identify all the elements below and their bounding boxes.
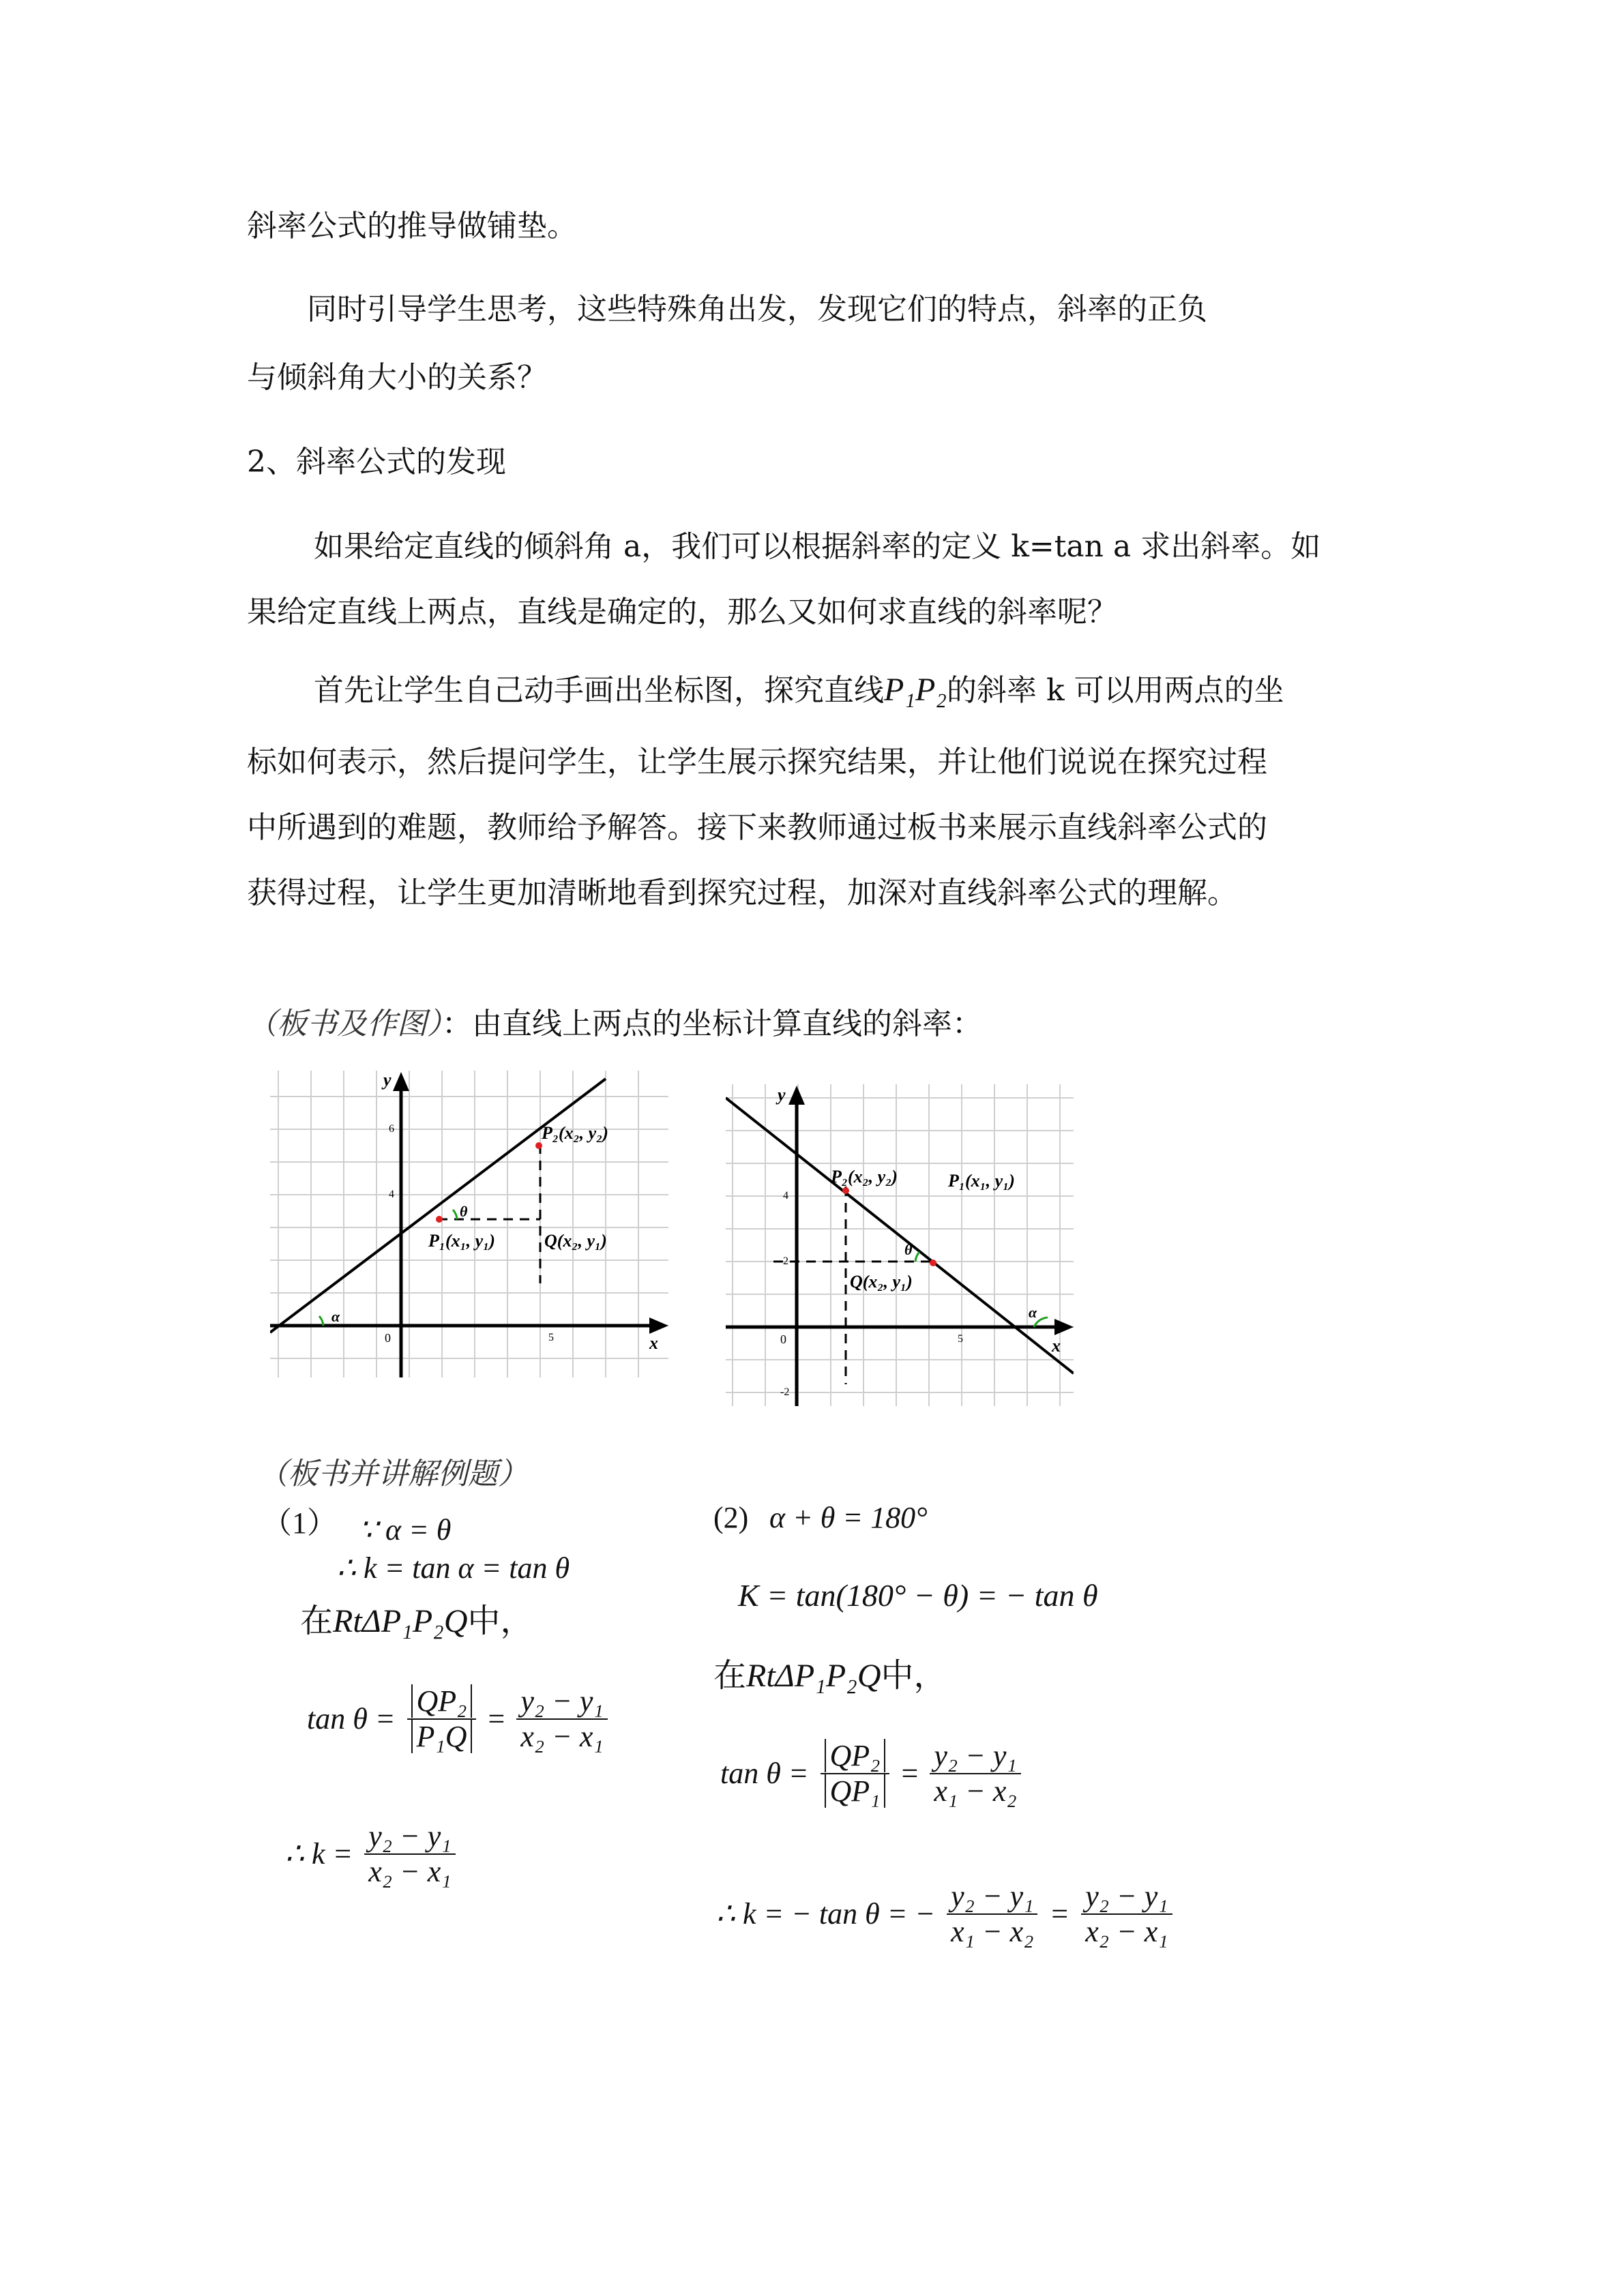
paragraph-5a-pre: 首先让学生自己动手画出坐标图，探究直线 — [314, 673, 884, 708]
point-p1 — [436, 1216, 443, 1223]
example1-k-formula — [285, 1819, 460, 1889]
tick-yn-label: -2 — [780, 1386, 790, 1398]
example2-fraction-2 — [930, 1739, 1020, 1808]
example2-triangle-line — [713, 1657, 947, 1695]
tick-y2-label: 6 — [389, 1123, 394, 1135]
example2-frac2-num: y₂ − y₁ — [930, 1739, 1020, 1774]
example1-triangle-line — [300, 1602, 533, 1641]
example2-in-post: 中， — [881, 1658, 947, 1694]
board-caption — [247, 1005, 982, 1043]
line-p1p2 — [726, 1098, 1074, 1373]
board-caption-rest: ：由直线上两点的坐标计算直线的斜率： — [442, 1007, 982, 1041]
example2-k-fraction-2 — [1081, 1879, 1172, 1949]
theta-arc — [453, 1210, 457, 1219]
example1-frac1-den: P₁Q — [411, 1720, 473, 1753]
grid — [726, 1084, 1074, 1406]
example1-k-num: y₂ − y₁ — [364, 1819, 455, 1855]
example2-k-den2: x₂ − x₁ — [1085, 1915, 1168, 1948]
example2-triangle: RtΔP₁P₂Q — [746, 1658, 881, 1694]
point-p2 — [535, 1142, 542, 1149]
tick-x-label: 5 — [958, 1333, 963, 1345]
tick-y2-label: 2 — [783, 1255, 788, 1267]
example2-k-lhs: ∴ k = − tan θ = − — [716, 1897, 936, 1930]
example2-frac1-den: QP₁ — [825, 1774, 886, 1808]
example1-frac1-num: QP₂ — [411, 1684, 473, 1718]
theta-label: θ — [460, 1203, 468, 1220]
example-caption: （板书并讲解例题） — [258, 1457, 528, 1491]
example1-in-pre: 在 — [300, 1603, 334, 1639]
example2-k-num1: y₂ − y₁ — [947, 1879, 1037, 1915]
paragraph-5a — [314, 670, 1284, 711]
y-axis-arrow — [393, 1072, 409, 1091]
axis-y-label: y — [383, 1071, 392, 1090]
example2-tan-lhs: tan θ = — [720, 1757, 809, 1790]
axis-y-label: y — [778, 1085, 786, 1105]
p2-label: P₂(x₂, y₂) — [831, 1167, 898, 1187]
paragraph-2b: 与倾斜角大小的关系？ — [247, 360, 547, 395]
point-p1 — [930, 1259, 936, 1266]
example2-k-fraction-1 — [947, 1879, 1037, 1949]
paragraph-4a: 如果给定直线的倾斜角 a，我们可以根据斜率的定义 k=tan a 求出斜率。如 — [314, 529, 1321, 564]
x-axis-arrow — [1054, 1319, 1074, 1335]
example1-frac2-den: x₂ − x₁ — [520, 1720, 604, 1753]
line-p1p2: P₁P₂ — [884, 672, 947, 708]
example2-k-den1: x₁ − x₂ — [951, 1915, 1034, 1948]
p1-label: P₁(x₁, y₁) — [428, 1231, 495, 1251]
example2-k-equals: = — [1049, 1897, 1070, 1930]
example1-tan-lhs: tan θ = — [307, 1702, 396, 1735]
axis-x-label: x — [1052, 1336, 1061, 1356]
example1-k-den: x₂ − x₁ — [368, 1855, 452, 1888]
example2-fraction-1 — [821, 1739, 890, 1808]
example2-line1: α + θ = 180° — [769, 1501, 928, 1534]
example1-tan-formula: tan θ = $\frac{\text{QP₂}}{\text{P₁Q}}$ = $\frac{\text{y₂ − y₁}}{\text{x₂ − x₁}}$ — [307, 1684, 612, 1754]
example2-in-pre: 在 — [713, 1658, 747, 1694]
example1-fraction-1 — [407, 1684, 477, 1754]
example1-k-fraction — [364, 1819, 455, 1889]
axis-x-label: x — [649, 1333, 658, 1353]
q-label: Q(x₂, y₁) — [544, 1231, 607, 1251]
p1-label: P₁(x₁, y₁) — [948, 1171, 1015, 1191]
example1-line1: ∵ α = θ — [359, 1513, 452, 1547]
p2-label: P₂(x₂, y₂) — [542, 1123, 608, 1143]
example1-k-lhs: ∴ k = — [285, 1837, 353, 1870]
paragraph-1: 斜率公式的推导做铺垫。 — [247, 209, 577, 243]
example2-k-formula — [716, 1879, 1177, 1949]
example1-frac2-num: y₂ − y₁ — [516, 1684, 607, 1720]
paragraph-5c: 中所遇到的难题，教师给予解答。接下来教师通过板书来展示直线斜率公式的 — [247, 810, 1267, 845]
paragraph-5d: 获得过程，让学生更加清晰地看到探究过程，加深对直线斜率公式的理解。 — [247, 876, 1237, 910]
example2-line2: K = tan(180° − θ) = − tan θ — [738, 1578, 1098, 1613]
figure-1-graph — [270, 1071, 668, 1377]
example2-frac1-num: QP₂ — [825, 1739, 886, 1772]
example1-triangle: RtΔP₁P₂Q — [333, 1603, 468, 1639]
grid — [270, 1071, 668, 1377]
example1-in-post: 中， — [467, 1603, 533, 1639]
paragraph-4b: 果给定直线上两点，直线是确定的，那么又如何求直线的斜率呢？ — [247, 595, 1117, 629]
paragraph-2a: 同时引导学生思考，这些特殊角出发，发现它们的特点，斜率的正负 — [307, 292, 1207, 327]
example2-frac2-den: x₁ − x₂ — [934, 1774, 1017, 1808]
line-p1p2 — [270, 1079, 606, 1332]
section-heading: 2、斜率公式的发现 — [247, 445, 506, 479]
example2-k-num2: y₂ − y₁ — [1081, 1879, 1172, 1915]
point-p2 — [842, 1187, 849, 1194]
paragraph-5b: 标如何表示，然后提问学生，让学生展示探究结果，并让他们说说在探究过程 — [247, 745, 1267, 779]
board-caption-italic: （板书及作图） — [247, 1007, 442, 1041]
origin-label: 0 — [385, 1331, 391, 1345]
tick-x-label: 5 — [548, 1332, 554, 1343]
alpha-label: α — [1029, 1304, 1037, 1321]
theta-arc — [915, 1252, 919, 1262]
tick-y-label: 4 — [389, 1189, 394, 1200]
q-label: Q(x₂, y₁) — [850, 1272, 913, 1292]
paragraph-5a-post: 的斜率 k 可以用两点的坐 — [947, 673, 1284, 708]
tick-y-label: 4 — [783, 1190, 788, 1202]
example1-fraction-2 — [516, 1684, 607, 1754]
example2-tan-formula: tan θ = $\frac{\text{QP₂}}{\text{QP₁}}$ = $\frac{\text{y₂ − y₁}}{\text{x₁ − x₂}}$ — [720, 1739, 1025, 1808]
figure-2-graph — [726, 1084, 1074, 1406]
example1-number: （1） — [262, 1506, 337, 1540]
example2-number: (2) — [713, 1501, 749, 1534]
y-axis-arrow — [788, 1086, 805, 1105]
origin-label: 0 — [780, 1332, 786, 1346]
alpha-label: α — [331, 1308, 340, 1325]
example1-line2: ∴ k = tan α = tan θ — [337, 1551, 570, 1585]
x-axis-arrow — [649, 1317, 668, 1334]
theta-label: θ — [904, 1241, 913, 1258]
